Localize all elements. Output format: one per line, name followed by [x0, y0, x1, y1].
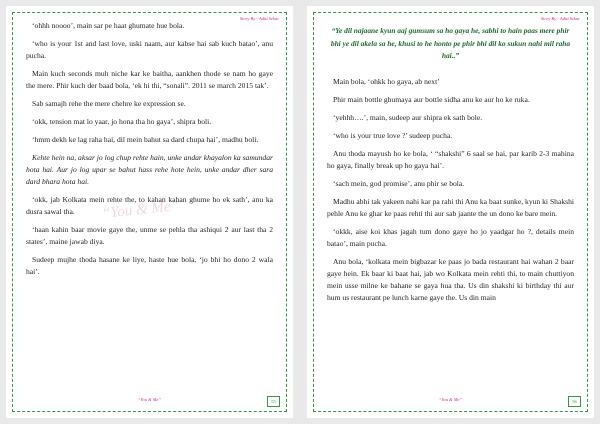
paragraph: Sab samajh rehe the mere chehre ke expression se. — [32, 99, 186, 108]
page-body — [26, 20, 273, 284]
page-header: Story By - Aditi Sekar — [540, 16, 580, 21]
paragraph: ‘sach mein, god promise’, anu phir se bola. — [333, 179, 465, 188]
watermark: “You & Me” — [101, 198, 180, 222]
paragraph: ‘yehhh….’, main, sudeep aur shipra ek sath bole. — [333, 113, 483, 122]
paragraph: ‘okkk, aise koi khas jagah tum dono gaye ho jo yaadgar ho ?, details mein batao’, main pucha. — [327, 227, 574, 248]
paragraph: Anu bola, ‘kolkata mein bigbazar ke paas jo bada restaurant hai wahan 2 baar gaye hein. Ek baar ki baat hai, jab wo Kolkata mein rehti thi, to main chuttiyon mein usse milne ke bahane se gaya hua tha. Us din shakshi ki birthday thi aur hum us restaurant pe lunch karne gaye the. Us din main — [327, 257, 574, 302]
paragraph: Phir main bottle ghumaya aur bottle sidha anu ke aur ho ke ruka. — [333, 95, 530, 104]
paragraph: ‘okk, tension mat lo yaar, jo hona tha ho gaya’, shipra boli. — [32, 117, 212, 126]
paragraph: ‘ohhh noooo’, main sar pe haat ghumate hue bola. — [32, 21, 185, 30]
paragraph-italic: Kehte hein na, aksar jo log chup rehte hain, unke andar khayalon ka samundar hota hai. Aur jo log upar se bahut hass rehe hote hein, unke andar dher sara dard bhara hota hai. — [26, 153, 273, 186]
quote-block: “Ye dil najaane kyun aaj gumsum sa ho gaya he, sabhi to hain paas mere phir bhi ye dil akela sa he, khusi to he honto pe phir bhi dil ko sukun nahi mil raha hai..” — [330, 26, 571, 60]
page-body — [327, 76, 574, 310]
paragraph: Madhu abhi tak yakeen nahi kar pa rahi thi Anu ka baat sunke, kyun ki Shakshi pehle Anu ke ghar ke paas rehti thi aur sab jaante the un dono ke bare mein. — [327, 197, 574, 218]
page-number: 55 — [267, 396, 280, 407]
page-footer: “You & Me” — [137, 397, 162, 402]
page-footer: “You & Me” — [438, 397, 463, 402]
paragraph: Anu thoda mayush ho ke bola, ‘ “shakshi” 6 saal se hai, par karib 2-3 mahina ho gaya, finally break up ho gaya hai’. — [327, 149, 574, 170]
paragraph: Main bola, ‘ohkk ho gaya, ab next’ — [333, 77, 440, 86]
paragraph: Main kuch seconds muh niche kar ke baitha, aankhen thode se nam ho gaye the mere. Phir kuch der baad bola, ‘ek hi thi, “sonali”. 2011 se march 2015 tak’. — [26, 69, 273, 90]
paragraph: ‘haan kahin baar movie gaye the, unme se pehla tha ashiqui 2 aur last tha 2 states’, maine jawab diya. — [26, 225, 273, 246]
paragraph: ‘okk, jab Kolkata mein rehte the, to kahan kahan ghume ho ek sath’, anu ka dusra sawal tha. — [26, 195, 273, 216]
page-number: 56 — [568, 396, 581, 407]
paragraph: ‘who is your 1st and last love, uski naam, aur kabse hai sab kuch batao’, anu pucha. — [26, 39, 273, 60]
paragraph: ‘who is your true love ?’ sudeep pucha. — [333, 131, 453, 140]
paragraph: Sudeep mujhe thoda hasane ke liye, haste hue bola, ‘jo bhi ho dono 2 wala hai’. — [26, 255, 273, 276]
right-page — [307, 6, 594, 418]
paragraph: ‘hmm dekh ke lag raha hai, dil mein bahut sa dard chupa hai’, madhu boli. — [32, 135, 259, 144]
page-header: Story By - Aditi Sekar — [239, 16, 279, 21]
left-page — [6, 6, 293, 418]
